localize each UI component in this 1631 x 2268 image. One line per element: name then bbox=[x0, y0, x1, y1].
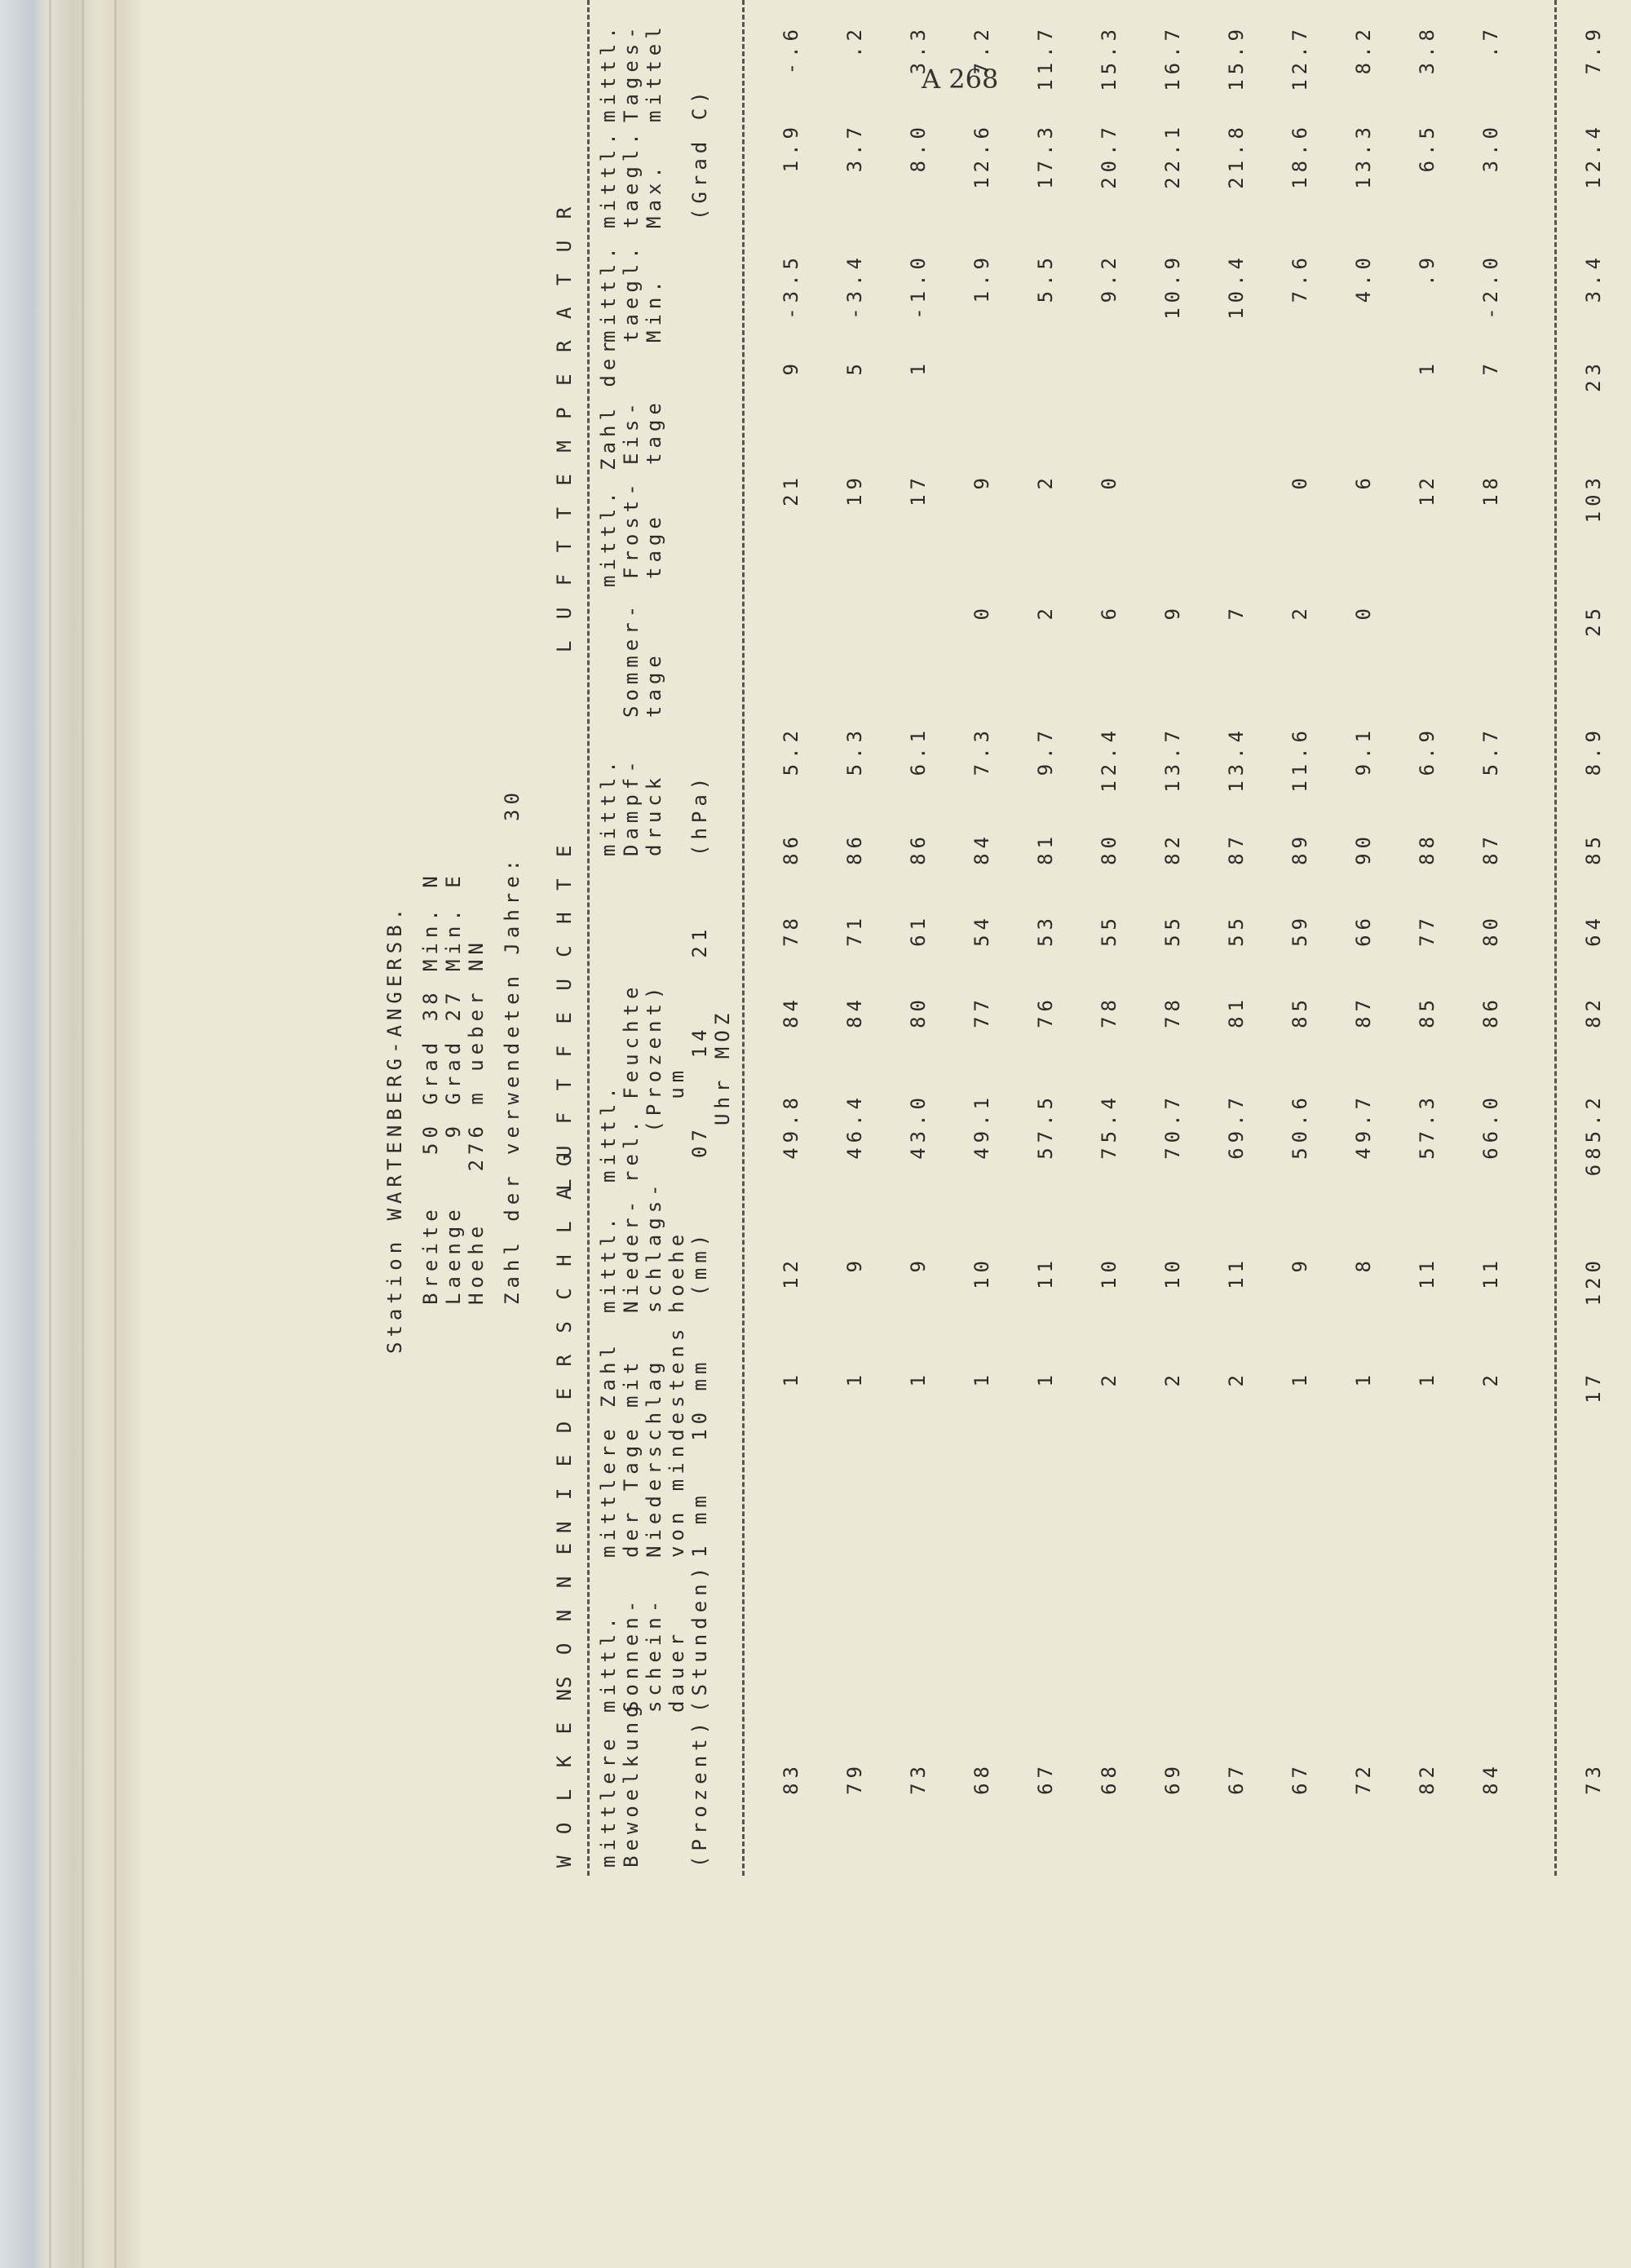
cell-f14: 55 bbox=[1225, 913, 1248, 947]
cell-max: 1.9 bbox=[780, 122, 802, 173]
header-zahl-tage: mittlere Zahl der Tage mit Niederschlag von mindestens 1 mm 10 mm bbox=[597, 1324, 711, 1558]
cell-max: 12.4 bbox=[1582, 122, 1605, 189]
cell-f07: 88 bbox=[1416, 832, 1439, 865]
station-latitude: Breite 50 Grad 38 Min. N bbox=[419, 871, 442, 1305]
years-used: Zahl der verwendeten Jahre: 30 bbox=[501, 788, 524, 1305]
cell-eis: 1 bbox=[907, 359, 930, 376]
cell-t: 7.2 bbox=[970, 24, 993, 75]
cell-dd: 12.4 bbox=[1098, 726, 1120, 793]
cell-frost: 12 bbox=[1416, 473, 1439, 506]
cell-cl: 82 bbox=[1416, 1762, 1439, 1795]
cell-n1: 11 bbox=[1225, 1256, 1248, 1289]
page-edge-line bbox=[49, 0, 51, 2268]
cell-cl: 84 bbox=[1479, 1762, 1502, 1795]
cell-max: 3.7 bbox=[843, 122, 866, 173]
cell-n: 66.0 bbox=[1479, 1093, 1502, 1160]
cell-min: 4.0 bbox=[1352, 253, 1375, 303]
cell-f14: 55 bbox=[1161, 913, 1184, 947]
climate-table-sheet bbox=[383, 0, 1607, 1876]
cell-n10: 1 bbox=[1288, 1370, 1311, 1387]
cell-f14: 61 bbox=[907, 913, 930, 947]
header-eistage: Eis- tage bbox=[620, 398, 665, 465]
table-row bbox=[1034, 0, 1067, 1876]
cell-t: .7 bbox=[1479, 24, 1502, 58]
cell-t: 16.7 bbox=[1161, 24, 1184, 91]
table-row bbox=[970, 0, 1003, 1876]
cell-f07: 87 bbox=[1225, 832, 1248, 865]
cell-n10: 2 bbox=[1098, 1370, 1120, 1387]
cell-cl: 72 bbox=[1352, 1762, 1375, 1795]
group-niederschlag: N I E D E R S C H L A G bbox=[553, 1149, 576, 1533]
table-row bbox=[1352, 0, 1385, 1876]
cell-dd: 6.1 bbox=[907, 726, 930, 776]
header-niederschlagshoehe: mittl. Nieder- schlags- hoehe (mm) bbox=[597, 1179, 711, 1313]
header-zahl-der: mittl. Zahl der bbox=[597, 337, 620, 587]
cell-frost: 19 bbox=[843, 473, 866, 506]
station-longitude: Laenge 9 Grad 27 Min. E bbox=[442, 871, 465, 1305]
header-tagesmittel: mittl. Tages- mittel bbox=[597, 22, 665, 122]
page-edge-line bbox=[82, 0, 84, 2268]
header-max: mittl. taegl. Max. bbox=[597, 128, 665, 228]
cell-cl: 68 bbox=[1098, 1762, 1120, 1795]
cell-f07: 86 bbox=[907, 832, 930, 865]
page-edge-line bbox=[114, 0, 117, 2268]
cell-frost: 0 bbox=[1098, 473, 1120, 490]
cell-n: 49.1 bbox=[970, 1093, 993, 1160]
cell-f14: 71 bbox=[843, 913, 866, 947]
cell-f21: 76 bbox=[1034, 995, 1057, 1028]
station-altitude: Hoehe 276 m ueber NN bbox=[465, 938, 488, 1305]
cell-max: 3.0 bbox=[1479, 122, 1502, 173]
cell-som: 2 bbox=[1034, 603, 1057, 621]
table-row bbox=[843, 0, 876, 1876]
cell-f07: 80 bbox=[1098, 832, 1120, 865]
cell-n10: 17 bbox=[1582, 1370, 1605, 1404]
cell-f14: 55 bbox=[1098, 913, 1120, 947]
cell-eis: 5 bbox=[843, 359, 866, 376]
cell-cl: 67 bbox=[1288, 1762, 1311, 1795]
cell-som: 6 bbox=[1098, 603, 1120, 621]
cell-n1: 9 bbox=[843, 1256, 866, 1273]
header-min: mittl. taegl. Min. bbox=[597, 242, 665, 343]
cell-eis: 1 bbox=[1416, 359, 1439, 376]
year-row bbox=[1582, 0, 1615, 1876]
cell-max: 6.5 bbox=[1416, 122, 1439, 173]
cell-n1: 120 bbox=[1582, 1256, 1605, 1306]
cell-dd: 5.7 bbox=[1479, 726, 1502, 776]
cell-n: 49.7 bbox=[1352, 1093, 1375, 1160]
cell-cl: 67 bbox=[1034, 1762, 1057, 1795]
cell-f21: 78 bbox=[1098, 995, 1120, 1028]
cell-t: 8.2 bbox=[1352, 24, 1375, 75]
cell-n1: 9 bbox=[1288, 1256, 1311, 1273]
cell-f07: 82 bbox=[1161, 832, 1184, 865]
cell-eis: 7 bbox=[1479, 359, 1502, 376]
table-row bbox=[1416, 0, 1448, 1876]
cell-min: 5.5 bbox=[1034, 253, 1057, 303]
cell-max: 22.1 bbox=[1161, 122, 1184, 189]
cell-n1: 10 bbox=[970, 1256, 993, 1289]
cell-f14: 77 bbox=[1416, 913, 1439, 947]
cell-max: 13.3 bbox=[1352, 122, 1375, 189]
cell-som: 0 bbox=[970, 603, 993, 621]
cell-min: 1.9 bbox=[970, 253, 993, 303]
cell-n1: 11 bbox=[1416, 1256, 1439, 1289]
cell-t: 7.9 bbox=[1582, 24, 1605, 75]
cell-max: 21.8 bbox=[1225, 122, 1248, 189]
cell-cl: 79 bbox=[843, 1762, 866, 1795]
cell-cl: 67 bbox=[1225, 1762, 1248, 1795]
cell-n: 46.4 bbox=[843, 1093, 866, 1160]
cell-min: -2.0 bbox=[1479, 253, 1502, 320]
cell-n: 49.8 bbox=[780, 1093, 802, 1160]
cell-f07: 86 bbox=[780, 832, 802, 865]
cell-f14: 80 bbox=[1479, 913, 1502, 947]
cell-frost: 0 bbox=[1288, 473, 1311, 490]
book-edge bbox=[0, 0, 143, 2268]
cell-f07: 89 bbox=[1288, 832, 1311, 865]
cell-t: 15.3 bbox=[1098, 24, 1120, 91]
cell-f21: 85 bbox=[1288, 995, 1311, 1028]
cell-f21: 85 bbox=[1416, 995, 1439, 1028]
cell-frost: 6 bbox=[1352, 473, 1375, 490]
group-sonne: S O N N E bbox=[553, 1537, 576, 1688]
group-lufttemperatur: L U F T T E M P E R A T U R bbox=[553, 201, 576, 652]
cell-max: 20.7 bbox=[1098, 122, 1120, 189]
cell-t: .2 bbox=[843, 24, 866, 58]
cell-n10: 1 bbox=[970, 1370, 993, 1387]
header-hours: 07 14 21 bbox=[688, 924, 711, 1158]
cell-n10: 1 bbox=[1352, 1370, 1375, 1387]
year-divider-top bbox=[1554, 0, 1557, 1876]
cell-n1: 11 bbox=[1479, 1256, 1502, 1289]
table-row bbox=[1225, 0, 1258, 1876]
cell-dd: 9.1 bbox=[1352, 726, 1375, 776]
cell-f07: 90 bbox=[1352, 832, 1375, 865]
cell-min: 10.9 bbox=[1161, 253, 1184, 320]
cell-f14: 66 bbox=[1352, 913, 1375, 947]
header-temp-unit: (Grad C) bbox=[688, 86, 711, 220]
cell-n1: 10 bbox=[1098, 1256, 1120, 1289]
cell-t: 11.7 bbox=[1034, 24, 1057, 91]
cell-frost: 2 bbox=[1034, 473, 1057, 490]
cell-dd: 5.2 bbox=[780, 726, 802, 776]
cell-f07: 84 bbox=[970, 832, 993, 865]
cell-max: 12.6 bbox=[970, 122, 993, 189]
cell-n: 57.3 bbox=[1416, 1093, 1439, 1160]
cell-f14: 53 bbox=[1034, 913, 1057, 947]
cell-f07: 86 bbox=[843, 832, 866, 865]
cell-f14: 59 bbox=[1288, 913, 1311, 947]
cell-f21: 84 bbox=[780, 995, 802, 1028]
header-bewoelkung: mittlere Bewoelkung (Prozent) bbox=[597, 1700, 711, 1868]
cell-f21: 87 bbox=[1352, 995, 1375, 1028]
header-frosttage: Frost- tage bbox=[620, 479, 665, 579]
cell-t: 15.9 bbox=[1225, 24, 1248, 91]
cell-f21: 77 bbox=[970, 995, 993, 1028]
cell-dd: 8.9 bbox=[1582, 726, 1605, 776]
cell-min: -1.0 bbox=[907, 253, 930, 320]
cell-n: 75.4 bbox=[1098, 1093, 1120, 1160]
cell-n10: 1 bbox=[1416, 1370, 1439, 1387]
cell-dd: 11.6 bbox=[1288, 726, 1311, 793]
cell-min: 3.4 bbox=[1582, 253, 1605, 303]
cell-eis: 23 bbox=[1582, 359, 1605, 392]
cell-dd: 13.7 bbox=[1161, 726, 1184, 793]
cell-f14: 64 bbox=[1582, 913, 1605, 947]
header-divider-top bbox=[587, 0, 590, 1876]
cell-n: 70.7 bbox=[1161, 1093, 1184, 1160]
cell-t: 12.7 bbox=[1288, 24, 1311, 91]
header-uhr-moz: Uhr MOZ bbox=[711, 1008, 734, 1125]
cell-n1: 10 bbox=[1161, 1256, 1184, 1289]
cell-n: 57.5 bbox=[1034, 1093, 1057, 1160]
cell-n1: 11 bbox=[1034, 1256, 1057, 1289]
cell-frost: 9 bbox=[970, 473, 993, 490]
cell-frost: 18 bbox=[1479, 473, 1502, 506]
cell-dd: 7.3 bbox=[970, 726, 993, 776]
cell-som: 9 bbox=[1161, 603, 1184, 621]
cell-cl: 73 bbox=[907, 1762, 930, 1795]
cell-cl: 68 bbox=[970, 1762, 993, 1795]
cell-n: 685.2 bbox=[1582, 1093, 1605, 1177]
header-sonnenschein: mittl. Sonnen- schein- dauer (Stunden) bbox=[597, 1562, 711, 1713]
cell-f14: 54 bbox=[970, 913, 993, 947]
cell-n: 43.0 bbox=[907, 1093, 930, 1160]
cell-f21: 86 bbox=[1479, 995, 1502, 1028]
cell-t: 3.3 bbox=[907, 24, 930, 75]
cell-max: 18.6 bbox=[1288, 122, 1311, 189]
cell-t: -.6 bbox=[780, 24, 802, 75]
cell-f21: 84 bbox=[843, 995, 866, 1028]
cell-min: .9 bbox=[1416, 253, 1439, 286]
table-row bbox=[780, 0, 812, 1876]
table-row bbox=[1479, 0, 1512, 1876]
cell-n1: 12 bbox=[780, 1256, 802, 1289]
table-row bbox=[1288, 0, 1321, 1876]
cell-eis: 9 bbox=[780, 359, 802, 376]
cell-frost: 17 bbox=[907, 473, 930, 506]
cell-max: 17.3 bbox=[1034, 122, 1057, 189]
cell-f07: 81 bbox=[1034, 832, 1057, 865]
cell-cl: 69 bbox=[1161, 1762, 1184, 1795]
header-rel-feuchte: mittl. rel. Feuchte (Prozent) um bbox=[597, 982, 688, 1183]
cell-f21: 78 bbox=[1161, 995, 1184, 1028]
station-name: Station WARTENBERG-ANGERSB. bbox=[383, 903, 406, 1354]
table-row bbox=[907, 0, 939, 1876]
cell-min: 10.4 bbox=[1225, 253, 1248, 320]
cell-f21: 81 bbox=[1225, 995, 1248, 1028]
cell-som: 25 bbox=[1582, 603, 1605, 637]
cell-som: 7 bbox=[1225, 603, 1248, 621]
cell-dd: 9.7 bbox=[1034, 726, 1057, 776]
header-sommertage: Sommer- tage bbox=[620, 600, 665, 718]
cell-cl: 83 bbox=[780, 1762, 802, 1795]
cell-dd: 5.3 bbox=[843, 726, 866, 776]
group-wolken: W O L K E N bbox=[553, 1684, 576, 1868]
cell-min: 7.6 bbox=[1288, 253, 1311, 303]
cell-max: 8.0 bbox=[907, 122, 930, 173]
cell-n10: 2 bbox=[1479, 1370, 1502, 1387]
header-divider-bottom bbox=[742, 0, 745, 1876]
cell-cl: 73 bbox=[1582, 1762, 1605, 1795]
cell-n1: 8 bbox=[1352, 1256, 1375, 1273]
group-luftfeuchte: L U F T F E U C H T E bbox=[553, 840, 576, 1191]
cell-dd: 13.4 bbox=[1225, 726, 1248, 793]
cell-frost: 103 bbox=[1582, 473, 1605, 524]
cell-n10: 1 bbox=[1034, 1370, 1057, 1387]
cell-f07: 87 bbox=[1479, 832, 1502, 865]
cell-dd: 6.9 bbox=[1416, 726, 1439, 776]
cell-n10: 2 bbox=[1225, 1370, 1248, 1387]
cell-t: 3.8 bbox=[1416, 24, 1439, 75]
table-row bbox=[1098, 0, 1130, 1876]
cell-n: 50.6 bbox=[1288, 1093, 1311, 1160]
cell-n10: 1 bbox=[843, 1370, 866, 1387]
cell-f21: 80 bbox=[907, 995, 930, 1028]
cell-som: 0 bbox=[1352, 603, 1375, 621]
cell-f21: 82 bbox=[1582, 995, 1605, 1028]
table-row bbox=[1161, 0, 1194, 1876]
cell-n10: 1 bbox=[780, 1370, 802, 1387]
cell-frost: 21 bbox=[780, 473, 802, 506]
cell-min: -3.5 bbox=[780, 253, 802, 320]
cell-min: 9.2 bbox=[1098, 253, 1120, 303]
cell-f14: 78 bbox=[780, 913, 802, 947]
cell-f07: 85 bbox=[1582, 832, 1605, 865]
header-dampfdruck: mittl. Dampf- druck (hPa) bbox=[597, 756, 711, 856]
cell-som: 2 bbox=[1288, 603, 1311, 621]
cell-min: -3.4 bbox=[843, 253, 866, 320]
cell-n1: 9 bbox=[907, 1256, 930, 1273]
cell-n10: 2 bbox=[1161, 1370, 1184, 1387]
cell-n: 69.7 bbox=[1225, 1093, 1248, 1160]
page-number: A 268 bbox=[922, 64, 999, 95]
cell-n10: 1 bbox=[907, 1370, 930, 1387]
